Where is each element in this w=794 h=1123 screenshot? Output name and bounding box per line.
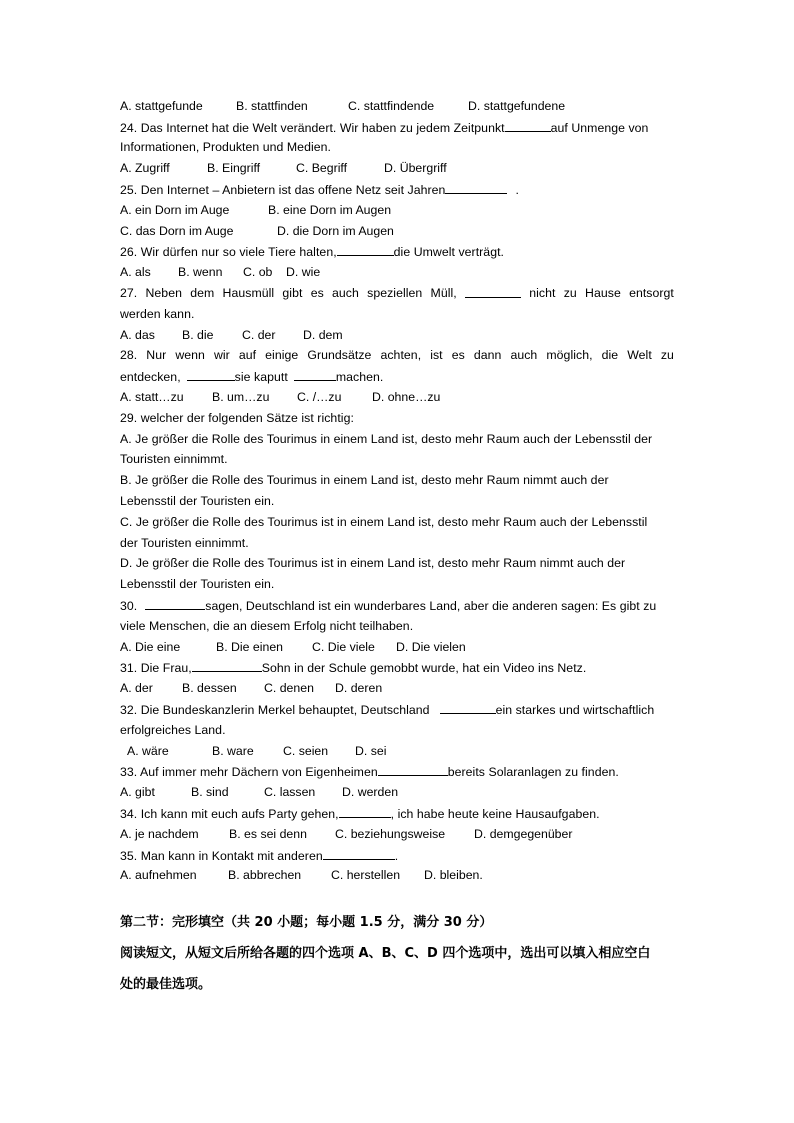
q24-text-b: auf Unmenge von xyxy=(550,121,649,135)
q27-blank xyxy=(465,285,521,298)
q28-word: achten, xyxy=(380,348,422,362)
q34-option-c: C. beziehungsweise xyxy=(335,827,446,841)
q30-option-d: D. Die vielen xyxy=(396,640,466,654)
q29-option-b-line-2: Lebensstil der Touristen ein. xyxy=(120,494,275,508)
q28-word: Grundsätze xyxy=(307,348,372,362)
q32-options xyxy=(127,743,386,759)
q26-options xyxy=(120,264,320,280)
q28-word: wenn xyxy=(175,348,205,362)
q28-word: Nur xyxy=(146,348,167,362)
q29-option-a-line-1: A. Je größer die Rolle des Tourimus in einem Land ist, desto mehr Raum auch der Lebensstil der xyxy=(120,432,653,446)
q35-text-a: 35. Man kann in Kontakt mit anderen xyxy=(120,849,323,863)
q27-options xyxy=(120,327,343,343)
q27-word: Hausmüll xyxy=(222,286,275,300)
q27-word: 27. xyxy=(120,286,138,300)
q33-option-b: B. sind xyxy=(191,785,229,799)
q31-options xyxy=(120,680,382,696)
q34-options xyxy=(120,826,572,842)
q29-option-d-line-1: D. Je größer die Rolle des Tourimus ist in einem Land ist, desto mehr Raum nimmt auch der xyxy=(120,556,626,570)
q24-line-2: Informationen, Produkten und Medien. xyxy=(120,140,331,154)
q28-text-c: machen. xyxy=(335,370,384,384)
q25-option-d: D. die Dorn im Augen xyxy=(277,224,394,238)
q27-word: Müll, xyxy=(430,286,457,300)
q31-option-c: C. denen xyxy=(264,681,314,695)
q27-word: speziellen xyxy=(367,286,423,300)
q28-option-c: C. /…zu xyxy=(297,390,342,404)
q35-option-a: A. aufnehmen xyxy=(120,868,197,882)
q28-word: ist xyxy=(430,348,443,362)
q29-option-d-line-2: Lebensstil der Touristen ein. xyxy=(120,577,275,591)
q24-option-c: C. Begriff xyxy=(296,161,348,175)
q28-word: auf xyxy=(238,348,257,362)
q27-word: Neben xyxy=(145,286,182,300)
section-2-heading: 第二节：完形填空（共 20 小题；每小题 1.5 分，满分 30 分） xyxy=(120,915,493,930)
q27-word: gibt xyxy=(282,286,303,300)
q30-text: sagen, Deutschland ist ein wunderbares Land, aber die anderen sagen: Es gibt zu xyxy=(205,599,657,613)
q35-options xyxy=(120,867,483,883)
q32-blank xyxy=(440,701,496,714)
q25-option-a: A. ein Dorn im Auge xyxy=(120,203,230,217)
q34-blank xyxy=(339,805,391,818)
q33-text-b: bereits Solaranlagen zu finden. xyxy=(447,765,619,779)
q34-option-a: A. je nachdem xyxy=(120,827,199,841)
q33-text-a: 33. Auf immer mehr Dächern von Eigenheimen xyxy=(120,765,378,779)
q27-line-1 xyxy=(120,285,674,301)
q28-word: einige xyxy=(265,348,299,362)
q23-option-a: A. stattgefunde xyxy=(120,99,203,113)
q26-text-b: die Umwelt verträgt. xyxy=(393,245,505,259)
q23-option-d: D. stattgefundene xyxy=(468,99,566,113)
q26-option-b: B. wenn xyxy=(178,265,223,279)
q26-text-a: 26. Wir dürfen nur so viele Tiere halten, xyxy=(120,245,337,259)
q27-word: nicht xyxy=(529,286,556,300)
q31-blank xyxy=(192,659,262,672)
q28-word: auch xyxy=(510,348,538,362)
q35-option-b: B. abbrechen xyxy=(228,868,302,882)
q31-option-d: D. deren xyxy=(335,681,383,695)
q30-blank xyxy=(145,597,205,610)
q27-word: entsorgt xyxy=(629,286,674,300)
q28-line-2 xyxy=(120,368,674,385)
q32-option-d: D. sei xyxy=(355,744,387,758)
q27-word: zu xyxy=(563,286,577,300)
q28-word: möglich, xyxy=(546,348,593,362)
q28-word: Welt xyxy=(627,348,652,362)
q32-option-a: A. wäre xyxy=(127,744,169,758)
q31-text-b: Sohn in der Schule gemobbt wurde, hat ein Video ins Netz. xyxy=(261,661,587,675)
q35-blank xyxy=(323,847,395,860)
q27-word: dem xyxy=(190,286,215,300)
q33-line-1 xyxy=(120,763,674,780)
q27-word: es xyxy=(310,286,324,300)
q25-text: 25. Den Internet – Anbietern ist das offene Netz seit Jahren xyxy=(120,183,446,197)
q31-option-b: B. dessen xyxy=(182,681,237,695)
q33-option-a: A. gibt xyxy=(120,785,155,799)
section-2-instruction-line-2: 处的最佳选项。 xyxy=(120,977,212,992)
q27-word: auch xyxy=(332,286,359,300)
q34-text-a: 34. Ich kann mit euch aufs Party gehen, xyxy=(120,807,339,821)
q26-blank xyxy=(337,243,394,256)
q28-word: zu xyxy=(660,348,674,362)
q24-text-a: 24. Das Internet hat die Welt verändert. Wir haben zu jedem Zeitpunkt xyxy=(120,121,505,135)
q28-option-d: D. ohne…zu xyxy=(372,390,441,404)
q28-text-b: sie kaputt xyxy=(234,370,288,384)
q33-option-c: C. lassen xyxy=(264,785,316,799)
q23-option-b: B. stattfinden xyxy=(236,99,308,113)
q30-option-b: B. Die einen xyxy=(216,640,283,654)
q24-options xyxy=(120,160,447,176)
q26-option-d: D. wie xyxy=(286,265,321,279)
q24-blank xyxy=(505,119,551,132)
q27-line-2: werden kann. xyxy=(120,307,195,321)
q28-text-a: entdecken, xyxy=(120,370,181,384)
q28-blank-2 xyxy=(294,368,336,381)
q29-line-1: 29. welcher der folgenden Sätze ist richtig: xyxy=(120,411,354,425)
q23-option-c: C. stattfindende xyxy=(348,99,435,113)
q34-text-b: , ich habe heute keine Hausaufgaben. xyxy=(390,807,600,821)
q35-option-c: C. herstellen xyxy=(331,868,401,882)
q29-option-a-line-2: Touristen einnimmt. xyxy=(120,452,228,466)
q27-option-a: A. das xyxy=(120,328,155,342)
q25-option-b: B. eine Dorn im Augen xyxy=(268,203,392,217)
q27-option-b: B. die xyxy=(182,328,214,342)
q34-option-d: D. demgegenüber xyxy=(474,827,573,841)
q24-line-1 xyxy=(120,119,674,136)
q33-option-d: D. werden xyxy=(342,785,399,799)
q35-option-d: D. bleiben. xyxy=(424,868,483,882)
q25-line-1 xyxy=(120,181,674,198)
q32-option-b: B. ware xyxy=(212,744,254,758)
q29-option-c-line-2: der Touristen einnimmt. xyxy=(120,536,249,550)
q32-text-b: ein starkes und wirtschaftlich xyxy=(495,703,655,717)
q30-line-1 xyxy=(120,597,674,614)
q27-option-d: D. dem xyxy=(303,328,343,342)
q26-line-1 xyxy=(120,243,674,260)
q29-option-c-line-1: C. Je größer die Rolle des Tourimus ist in einem Land ist, desto mehr Raum auch der Lebensstil xyxy=(120,515,648,529)
q24-option-a: A. Zugriff xyxy=(120,161,170,175)
q25-blank xyxy=(445,181,507,194)
q27-option-c: C. der xyxy=(242,328,276,342)
q28-word: 28. xyxy=(120,348,138,362)
q29-option-b-line-1: B. Je größer die Rolle des Tourimus in einem Land ist, desto mehr Raum nimmt auch der xyxy=(120,473,609,487)
q28-word: dann xyxy=(473,348,502,362)
q28-word: die xyxy=(601,348,619,362)
q25-end: . xyxy=(515,183,519,197)
section-2-instruction-line-1: 阅读短文，从短文后所给各题的四个选项 A、B、C、D 四个选项中，选出可以填入相应空白 xyxy=(120,946,651,961)
q32-text-a: 32. Die Bundeskanzlerin Merkel behauptet, Deutschland xyxy=(120,703,430,717)
q28-blank-1 xyxy=(187,368,235,381)
q32-option-c: C. seien xyxy=(283,744,329,758)
q25-option-c: C. das Dorn im Auge xyxy=(120,224,234,238)
q23-options xyxy=(120,98,565,114)
q28-word: es xyxy=(451,348,465,362)
q24-option-b: B. Eingriff xyxy=(207,161,261,175)
q30-options xyxy=(120,639,466,655)
q31-text-a: 31. Die Frau, xyxy=(120,661,192,675)
q27-word: Hause xyxy=(585,286,621,300)
q34-line-1 xyxy=(120,805,674,822)
q31-line-1 xyxy=(120,659,674,676)
q26-option-a: A. als xyxy=(120,265,151,279)
q30-option-a: A. Die eine xyxy=(120,640,181,654)
q26-option-c: C. ob xyxy=(243,265,273,279)
q33-options xyxy=(120,784,398,800)
q35-line-1 xyxy=(120,847,674,864)
q30-line-2: viele Menschen, die an diesem Erfolg nicht teilhaben. xyxy=(120,619,414,633)
q32-line-1 xyxy=(120,701,674,718)
q33-blank xyxy=(378,763,448,776)
q28-option-a: A. statt…zu xyxy=(120,390,184,404)
q28-option-b: B. um…zu xyxy=(212,390,270,404)
q31-option-a: A. der xyxy=(120,681,153,695)
q24-option-d: D. Übergriff xyxy=(384,161,447,175)
q30-option-c: C. Die viele xyxy=(312,640,375,654)
q28-word: wir xyxy=(213,348,230,362)
q28-line-1 xyxy=(120,347,674,363)
q25-options-row-1 xyxy=(120,202,391,218)
q34-option-b: B. es sei denn xyxy=(229,827,307,841)
q30-number: 30. xyxy=(120,599,138,613)
q35-text-b: . xyxy=(394,849,399,863)
q28-options xyxy=(120,389,440,405)
q32-line-2: erfolgreiches Land. xyxy=(120,723,226,737)
q25-options-row-2 xyxy=(120,223,394,239)
